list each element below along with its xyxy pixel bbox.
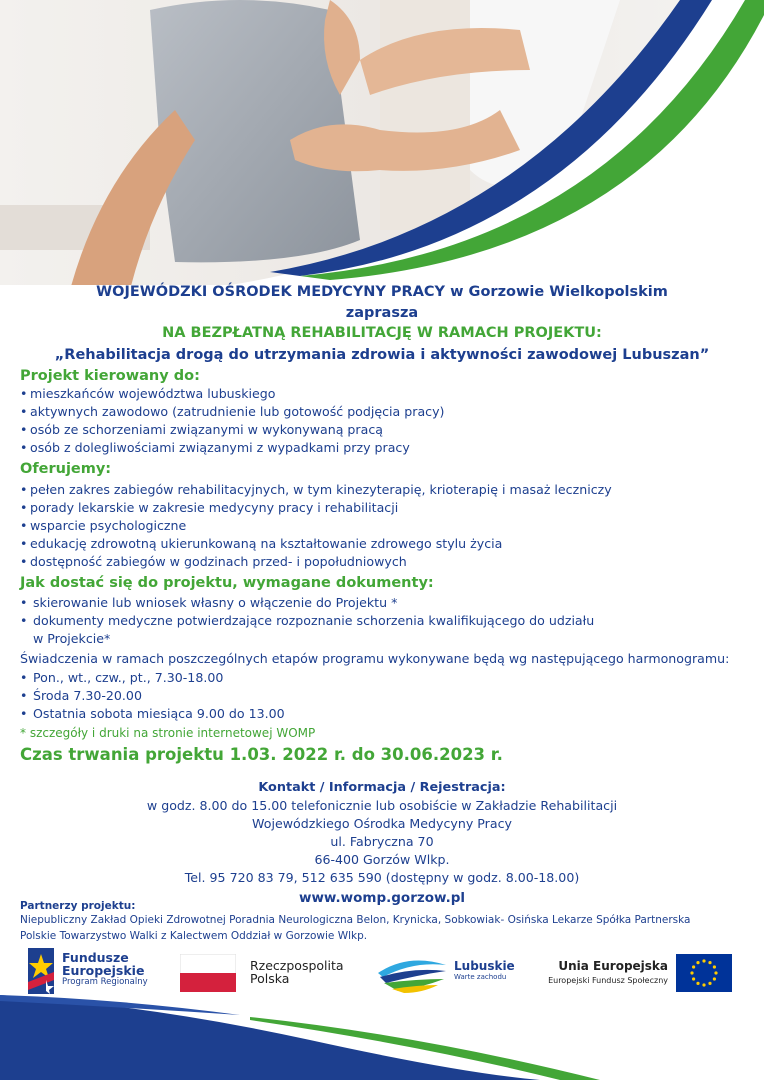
documents-list [20,594,594,648]
footnote: * szczegóły i druki na stronie internetowej WOMP [20,726,316,740]
list-item: • pełen zakres zabiegów rehabilitacyjnych, w tym kinezyterapię, krioterapię i masaż leczniczy [20,482,612,497]
fe-title: Fundusze [62,950,129,965]
contact-line: 66-400 Gorzów Wlkp. [314,852,450,867]
rp-line-2: Polska [250,971,290,986]
lubuskie-logo [378,945,528,995]
partners-heading: Partnerzy projektu: [20,900,136,912]
unia-europejska-logo [546,945,736,995]
list-item: • edukację zdrowotną ukierunkowaną na kształtowanie zdrowego stylu życia [20,536,503,551]
list-item: • porady lekarskie w zakresie medycyny pracy i rehabilitacji [20,500,399,515]
website-link[interactable]: www.womp.gorzow.pl [298,890,466,906]
hero-image [0,0,764,285]
fe-subtitle: Program Regionalny [62,977,148,987]
list-item: • osób ze schorzeniami związanymi w wykonywaną pracą [20,422,383,437]
list-item: • Pon., wt., czw., pt., 7.30-18.00 [20,670,224,685]
rzeczpospolita-logo [180,945,350,995]
lubuskie-wave-icon [378,953,448,993]
list-item: • dostępność zabiegów w godzinach przed- i popołudniowych [20,554,407,569]
list-item: • aktywnych zawodowo (zatrudnienie lub gotowość podjęcia pracy) [20,404,445,419]
eu-flag-icon [676,954,732,992]
contact-line: w godz. 8.00 do 15.00 telefonicznie lub osobiście w Zakładzie Rehabilitacji [146,798,618,813]
partner-line: Polskie Towarzystwo Walki z Kalectwem Oddział w Gorzowie Wlkp. [20,930,368,942]
fe-title-2: Europejskie [62,963,145,978]
polish-flag-icon [180,954,236,992]
offer-title: NA BEZPŁATNĄ REHABILITACJĘ W RAMACH PROJEKTU: [162,325,602,341]
list-item: • Środa 7.30-20.00 [20,688,142,703]
project-duration: Czas trwania projektu 1.03. 2022 r. do 30.06.2023 r. [20,745,503,764]
list-item: • osób z dolegliwościami związanymi z wypadkami przy pracy [20,440,410,455]
list-item-continuation: w Projekcie* [33,631,111,646]
ue-fund: Europejski Fundusz Społeczny [548,976,668,985]
target-heading: Projekt kierowany do: [20,368,200,384]
offer-list [20,481,612,571]
footer-swoosh-graphic [0,995,764,1080]
fundusze-europejskie-logo [28,945,158,995]
schedule-list [20,669,285,723]
schedule-intro: Świadczenia w ramach poszczególnych etapów programu wykonywane będą wg następującego harmonogramu: [20,651,730,666]
contact-heading: Kontakt / Informacja / Rejestracja: [258,780,506,795]
lubuskie-tagline: Warte zachodu [454,973,507,981]
list-item: • skierowanie lub wniosek własny o włączenie do Projektu * [20,595,398,610]
contact-line: ul. Fabryczna 70 [330,834,434,849]
lubuskie-name: Lubuskie [454,959,515,973]
footer-swoosh [0,995,764,1084]
hero-illustration [0,0,764,285]
target-list [20,385,444,457]
list-item: • wsparcie psychologiczne [20,518,187,533]
contact-line: Wojewódzkiego Ośrodka Medycyny Pracy [252,816,512,831]
partner-line: Niepubliczny Zakład Opieki Zdrowotnej Poradnia Neurologiczna Belon, Krynicka, Sobkowiak- Osińska Lekarze Spółka Partnerska [20,914,691,926]
logos-bar [0,945,764,1000]
invites-text: zaprasza [345,305,419,321]
list-item: • dokumenty medyczne potwierdzające rozpoznanie schorzenia kwalifikującego do udziału [20,613,595,628]
list-item: • mieszkańców województwa lubuskiego [20,386,276,401]
access-heading: Jak dostać się do projektu, wymagane dokumenty: [20,575,434,591]
organizer-heading: WOJEWÓDZKI OŚRODEK MEDYCYNY PRACY w Gorzowie Wielkopolskim [96,284,668,300]
contact-phone: Tel. 95 720 83 79, 512 635 590 (dostępny w godz. 8.00-18.00) [184,870,580,885]
project-title: „Rehabilitacja drogą do utrzymania zdrowia i aktywności zawodowej Lubuszan” [54,347,710,363]
rp-line-1: Rzeczpospolita [250,958,344,973]
list-item: • Ostatnia sobota miesiąca 9.00 do 13.00 [20,706,285,721]
fe-star-icon [28,948,56,994]
ue-name: Unia Europejska [558,959,668,973]
offer-heading: Oferujemy: [20,461,112,477]
